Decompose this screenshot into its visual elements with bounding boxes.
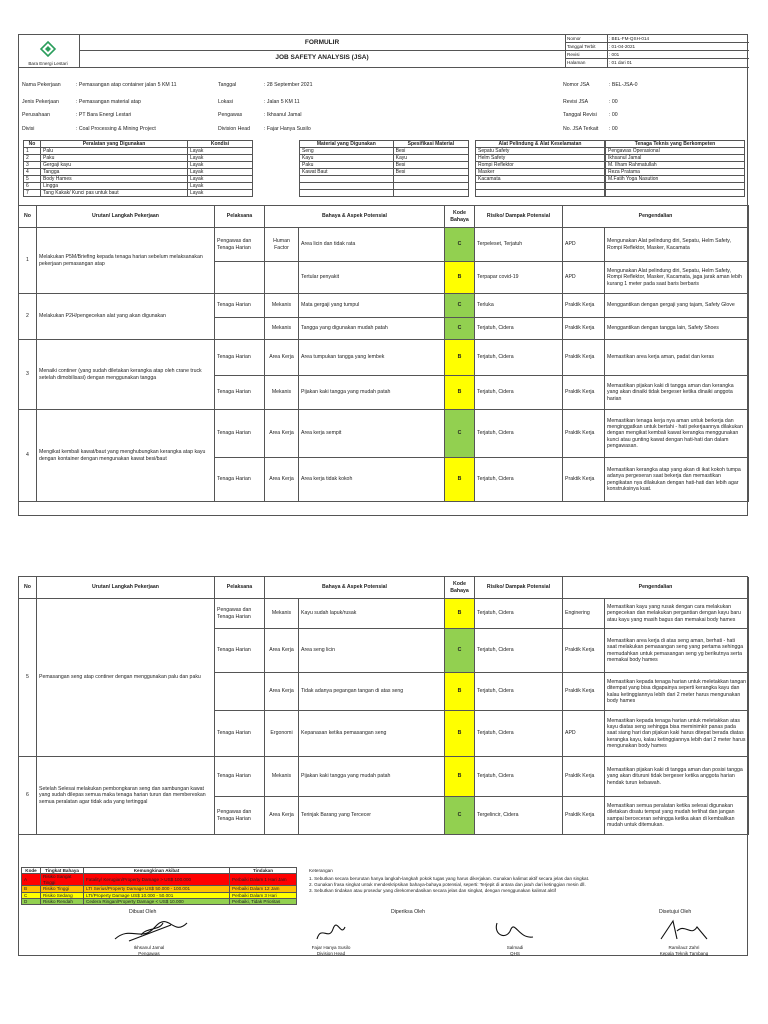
legend-tindakan: Perbaiki Dalam 1 Hari Jam bbox=[230, 874, 297, 886]
apd-row bbox=[476, 169, 605, 176]
kode-bahaya-badge: C bbox=[445, 318, 475, 340]
aspek-cell: Area Kerja bbox=[265, 629, 299, 673]
control-type-cell: APD bbox=[563, 262, 605, 294]
bahaya-cell: Area kerja tidak kokoh bbox=[299, 458, 445, 502]
apd-row bbox=[476, 190, 605, 197]
header-risiko: Risiko/ Dampak Potensial bbox=[475, 577, 563, 599]
apd-cell: Sepatu Safety bbox=[476, 148, 605, 155]
legend-table bbox=[21, 867, 297, 905]
signature-4 bbox=[655, 917, 715, 945]
pelaksana-cell: Pengawas dan Tenaga Harian bbox=[215, 228, 265, 262]
material-cell bbox=[300, 190, 394, 197]
tanggal-value: : 28 September 2021 bbox=[264, 82, 313, 88]
step-description: Melakukan P5M/Briefing kepada tenaga harian sebelum melaksanakan pekerjaan pemasangan atap bbox=[37, 228, 215, 294]
keterangan-item-2: 2. Gunakan frasa singkat untuk mendeskripsikan bahaya-bahaya potensial, seperti: Terjepit di antara dan jatuh dari ketinggian mesin dll. bbox=[309, 882, 586, 887]
peralatan-cell: Gergaji kayu bbox=[41, 162, 188, 169]
kode-bahaya-badge: C bbox=[445, 797, 475, 835]
nama-pekerjaan-value: : Pemasangan atap container jalan 5 KM 11 bbox=[76, 82, 177, 88]
aspek-cell: Area Kerja bbox=[265, 410, 299, 458]
step-number: 6 bbox=[19, 757, 37, 835]
peralatan-cell: 2 bbox=[24, 155, 41, 162]
tenaga-cell bbox=[606, 190, 745, 197]
control-type-cell: Praktik Kerja bbox=[563, 340, 605, 376]
step-description: Pemasangan seng atap continer dengan menggunakan palu dan paku bbox=[37, 599, 215, 757]
header-bahaya: Bahaya & Aspek Potensial bbox=[265, 206, 445, 228]
peralatan-cell: Layak bbox=[188, 148, 253, 155]
peralatan-row bbox=[24, 155, 253, 162]
legend-tindakan: Perbaiki Dalam 3 Hari bbox=[230, 892, 297, 898]
pelaksana-cell bbox=[215, 262, 265, 294]
apd-row bbox=[476, 176, 605, 183]
header-material: Material yang Digunakan bbox=[300, 141, 394, 148]
legend-row bbox=[22, 874, 297, 886]
material-cell: Besi bbox=[393, 162, 468, 169]
control-type-cell: Praktik Kerja bbox=[563, 797, 605, 835]
legend-kode: B bbox=[22, 886, 41, 892]
risiko-cell: Tergelincir, Cidera bbox=[475, 797, 563, 835]
risiko-cell: Terjatuh, Cidera bbox=[475, 599, 563, 629]
legend-tindakan: Perbaiki Dalam 12 Jam bbox=[230, 886, 297, 892]
header-pengendalian: Pengendalian bbox=[563, 577, 749, 599]
legend-row bbox=[22, 892, 297, 898]
pengendalian-cell: Menggantikan dengan tangga lain, Safety Shoes bbox=[605, 318, 749, 340]
risiko-cell: Terjatuh, Cidera bbox=[475, 673, 563, 711]
tenaga-row bbox=[606, 148, 745, 155]
material-row bbox=[300, 155, 469, 162]
control-type-cell: Praktik Kerja bbox=[563, 629, 605, 673]
pelaksana-cell: Pengawas dan Tenaga Harian bbox=[215, 599, 265, 629]
division-head-label: Division Head bbox=[218, 126, 251, 132]
keterangan-title: Keterangan bbox=[309, 868, 333, 873]
step-number: 3 bbox=[19, 340, 37, 410]
header-pelaksana: Pelaksana bbox=[215, 577, 265, 599]
apd-cell: Masker bbox=[476, 169, 605, 176]
material-row bbox=[300, 183, 469, 190]
form-title: FORMULIR bbox=[304, 39, 340, 46]
halaman-label: Halaman bbox=[567, 60, 586, 65]
header-tenaga: Tenaga Teknis yang Berkompeten bbox=[606, 141, 745, 148]
material-cell bbox=[300, 176, 394, 183]
material-row bbox=[300, 148, 469, 155]
bahaya-cell: Area seng licin bbox=[299, 629, 445, 673]
tenaga-row bbox=[606, 155, 745, 162]
apd-table bbox=[475, 140, 605, 197]
material-table bbox=[299, 140, 469, 197]
bahaya-cell: Mata gergaji yang tumpul bbox=[299, 294, 445, 318]
legend-kode: A bbox=[22, 874, 41, 886]
peralatan-row bbox=[24, 176, 253, 183]
form-subtitle: JOB SAFETY ANALYSIS (JSA) bbox=[275, 54, 369, 61]
pelaksana-cell: Tenaga Harian bbox=[215, 410, 265, 458]
peralatan-cell: 4 bbox=[24, 169, 41, 176]
step-number: 1 bbox=[19, 228, 37, 294]
perusahaan-value: : PT Bara Energi Lestari bbox=[76, 112, 132, 118]
control-type-cell: Praktik Kerja bbox=[563, 376, 605, 410]
kode-bahaya-badge: B bbox=[445, 376, 475, 410]
peralatan-cell: Tangga bbox=[41, 169, 188, 176]
kode-bahaya-badge: B bbox=[445, 599, 475, 629]
signer-1-title: Pengawas bbox=[138, 951, 160, 956]
risiko-cell: Terjatuh, Cidera bbox=[475, 757, 563, 797]
peralatan-cell: Layak bbox=[188, 169, 253, 176]
step-number: 2 bbox=[19, 294, 37, 340]
pengendalian-cell: Memastikan kayu yang rusak dengan cara melakukan pengecekan dan melakukan pergantian dengan kayu baru atau kayu yang masih bagus dan memakai body hames bbox=[605, 599, 749, 629]
peralatan-row bbox=[24, 190, 253, 197]
material-cell bbox=[393, 183, 468, 190]
pengawas-value: : Ikhsanul Jamal bbox=[264, 112, 302, 118]
revisi-value: : 001 bbox=[609, 52, 620, 57]
bahaya-cell: Area tumpukan tangga yang lembek bbox=[299, 340, 445, 376]
jenis-pekerjaan-value: : Pemasangan material atap bbox=[76, 99, 141, 105]
tanggal-revisi-label: Tanggal Revisi bbox=[563, 112, 597, 118]
nama-pekerjaan-label: Nama Pekerjaan bbox=[22, 82, 61, 88]
legend-header-akibat: Kemungkinan Akibat bbox=[84, 868, 230, 874]
pengendalian-cell: Memastikan area kerja di atas seng aman, berhati - hati saat melakukan pemasangan seng yang pertama sehingga memudahkan untuk pemasangan seng yg berikutnya serta memakai body hames bbox=[605, 629, 749, 673]
material-cell: Besi bbox=[393, 169, 468, 176]
jsa-table-2 bbox=[19, 577, 749, 865]
legend-header-tingkat: Tingkat Bahaya bbox=[41, 868, 84, 874]
kode-bahaya-badge: B bbox=[445, 757, 475, 797]
legend-akibat: Fatality/ Kerugian/Property Damage > US$ 100.000 bbox=[84, 874, 230, 886]
material-cell: Seng bbox=[300, 148, 394, 155]
header-kondisi: Kondisi bbox=[188, 141, 253, 148]
header-risiko: Risiko/ Dampak Potensial bbox=[475, 206, 563, 228]
disetujui-label: Disetujui Oleh bbox=[659, 909, 692, 915]
header-apd: Alat Pelindung & Alat Keselamatan bbox=[476, 141, 605, 148]
pelaksana-cell: Tenaga Harian bbox=[215, 711, 265, 757]
material-cell: Besi bbox=[393, 148, 468, 155]
kode-bahaya-badge: C bbox=[445, 410, 475, 458]
aspek-cell: Mekanis bbox=[265, 599, 299, 629]
peralatan-cell: Lingga bbox=[41, 183, 188, 190]
control-type-cell: Praktik Kerja bbox=[563, 318, 605, 340]
kode-bahaya-badge: C bbox=[445, 294, 475, 318]
bahaya-cell: Pijakan kaki tangga yang mudah patah bbox=[299, 376, 445, 410]
apd-cell bbox=[476, 183, 605, 190]
jsa-table-1 bbox=[19, 205, 749, 518]
apd-row bbox=[476, 148, 605, 155]
material-cell bbox=[300, 183, 394, 190]
tenaga-cell: Pengawas Operasional bbox=[606, 148, 745, 155]
tenaga-row bbox=[606, 190, 745, 197]
peralatan-cell: Layak bbox=[188, 190, 253, 197]
revisi-jsa-value: : 00 bbox=[609, 99, 618, 105]
header-no: No bbox=[19, 577, 37, 599]
peralatan-cell: Paku bbox=[41, 155, 188, 162]
control-type-cell: Praktik Kerja bbox=[563, 294, 605, 318]
keterangan-item-3: 3. Sebutkan tindakan atau prosedur yang direkomendasikan secara jelas dan singkat, dengan menggunakan kalimat aktif bbox=[309, 888, 556, 893]
pelaksana-cell: Tenaga Harian bbox=[215, 757, 265, 797]
control-type-cell: Praktik Kerja bbox=[563, 757, 605, 797]
divisi-value: : Coal Processing & Mining Project bbox=[76, 126, 156, 132]
halaman-value: : 01 dari 01 bbox=[609, 60, 632, 65]
kode-bahaya-badge: B bbox=[445, 262, 475, 294]
signer-2-title: Division Head bbox=[316, 951, 346, 956]
material-row bbox=[300, 169, 469, 176]
risiko-cell: Terjatuh, Cidera bbox=[475, 410, 563, 458]
peralatan-cell: Layak bbox=[188, 183, 253, 190]
material-cell: Paku bbox=[300, 162, 394, 169]
bahaya-cell: Tertular penyakit bbox=[299, 262, 445, 294]
signer-3-name: Salmadi bbox=[506, 945, 524, 950]
header-kode: Kode Bahaya bbox=[445, 577, 475, 599]
pengendalian-cell: Menggantikan dengan gergaji yang tajam, Safety Glove bbox=[605, 294, 749, 318]
step-description: Setelah Selesai melakukan pembongkaran seng dan sambungan kawat yang sudah dilepas semua maka tenaga harian turun dan membereskan semua peralatan agar tidak ada yang tertinggal bbox=[37, 757, 215, 835]
signature-3 bbox=[489, 917, 539, 945]
control-type-cell: Praktik Kerja bbox=[563, 410, 605, 458]
pelaksana-cell: Tenaga Harian bbox=[215, 629, 265, 673]
pelaksana-cell: Tenaga Harian bbox=[215, 376, 265, 410]
signer-2-name: Fajar Hanya Susilo bbox=[311, 945, 351, 950]
bahaya-cell: Pijakan kaki tangga yang mudah patah bbox=[299, 757, 445, 797]
pelaksana-cell: Tenaga Harian bbox=[215, 458, 265, 502]
control-type-cell: Praktik Kerja bbox=[563, 673, 605, 711]
kode-bahaya-badge: B bbox=[445, 673, 475, 711]
tanggal-revisi-value: : 00 bbox=[609, 112, 618, 118]
risiko-cell: Terluka bbox=[475, 294, 563, 318]
peralatan-cell: Layak bbox=[188, 162, 253, 169]
legend-kode: D bbox=[22, 899, 41, 905]
legend-tindakan: Perbaiki, Tidak Prioritas bbox=[230, 899, 297, 905]
tanggal-label: Tanggal bbox=[218, 82, 237, 88]
legend-header-tindakan: Tindakan bbox=[230, 868, 297, 874]
company-logo bbox=[23, 39, 73, 65]
step-number: 4 bbox=[19, 410, 37, 502]
tenaga-cell: Reza Pratama bbox=[606, 169, 745, 176]
legend-tingkat: Risiko Rendah bbox=[41, 899, 84, 905]
control-type-cell: Enginering bbox=[563, 599, 605, 629]
jsa-sheet-2 bbox=[18, 576, 748, 956]
peralatan-table bbox=[23, 140, 253, 197]
pelaksana-cell: Pengawas dan Tenaga Harian bbox=[215, 797, 265, 835]
tenaga-row bbox=[606, 183, 745, 190]
header-langkah: Urutan/ Langkah Pekerjaan bbox=[37, 206, 215, 228]
peralatan-cell: 3 bbox=[24, 162, 41, 169]
signer-4-title: Kepala Teknik Tambang bbox=[659, 951, 709, 956]
step-number: 5 bbox=[19, 599, 37, 757]
risiko-cell: Terjatuh, Cidera bbox=[475, 340, 563, 376]
lokasi-value: : Jalan 5 KM 11 bbox=[264, 99, 300, 105]
risiko-cell: Terjatuh, Cidera bbox=[475, 318, 563, 340]
pelaksana-cell bbox=[215, 318, 265, 340]
kode-bahaya-badge: B bbox=[445, 458, 475, 502]
aspek-cell: Human Factor bbox=[265, 228, 299, 262]
step-description: Mengikat kembali kawat/baut yang menghubungkan kerangka atap kayu dengan kontainer dengan mengunakan kawat besi/baut bbox=[37, 410, 215, 502]
signer-1-name: Ikhsanul Jamal bbox=[133, 945, 165, 950]
header-langkah: Urutan/ Langkah Pekerjaan bbox=[37, 577, 215, 599]
material-cell: Kawat Baut bbox=[300, 169, 394, 176]
material-cell: Kayu bbox=[300, 155, 394, 162]
legend-kode: C bbox=[22, 892, 41, 898]
legend-akibat: Cedera Ringan/Property Damage < US$ 10.000 bbox=[84, 899, 230, 905]
material-row bbox=[300, 190, 469, 197]
peralatan-cell: Layak bbox=[188, 155, 253, 162]
risiko-cell: Terjatuh, Cidera bbox=[475, 711, 563, 757]
bahaya-cell: Area kerja sempit bbox=[299, 410, 445, 458]
legend-tingkat: Risiko Tinggi bbox=[41, 886, 84, 892]
peralatan-cell: Body Hames bbox=[41, 176, 188, 183]
header-no: No bbox=[24, 141, 41, 148]
peralatan-cell: Layak bbox=[188, 176, 253, 183]
header-spesifikasi: Spesifikasi Material bbox=[393, 141, 468, 148]
aspek-cell: Mekanis bbox=[265, 294, 299, 318]
pengendalian-cell: Memastikan pijakan kaki di tangga aman dan kerangka yang akan dinaiki tidak bergeser ketika dinaiki anggota harian bbox=[605, 376, 749, 410]
header-no: No bbox=[19, 206, 37, 228]
risiko-cell: Terpeleset, Terjatuh bbox=[475, 228, 563, 262]
apd-row bbox=[476, 162, 605, 169]
aspek-cell: Area Kerja bbox=[265, 458, 299, 502]
kode-bahaya-badge: B bbox=[445, 711, 475, 757]
peralatan-cell: Palu bbox=[41, 148, 188, 155]
tenaga-table bbox=[605, 140, 745, 197]
peralatan-row bbox=[24, 183, 253, 190]
pengawas-label: Pengawas bbox=[218, 112, 243, 118]
kode-bahaya-badge: C bbox=[445, 629, 475, 673]
header-pelaksana: Pelaksana bbox=[215, 206, 265, 228]
pengendalian-cell: Memastikan kerangka atap yang akan di ikat kokoh tumpa adanya pergeseran saat bekerja dan memastikan pengikatan nya dilakukan dengan hati-hati dan lebih agar konstruksinya kuat. bbox=[605, 458, 749, 502]
peralatan-row bbox=[24, 169, 253, 176]
nomor-jsa-value: : BEL-JSA-0 bbox=[609, 82, 638, 88]
nomor-jsa-label: Nomor JSA bbox=[563, 82, 590, 88]
peralatan-cell: 5 bbox=[24, 176, 41, 183]
tenaga-row bbox=[606, 169, 745, 176]
division-head-value: : Fajar Hanya Susilo bbox=[264, 126, 311, 132]
signature-1 bbox=[111, 917, 191, 945]
pengendalian-cell: Mengunakan Alat pelindung diri, Sepatu, Helm Safety, Rompi Reflektor, Masker, Kacamata, jaga jarak aman lebih kurang 1 meter pada saat baris berbaris bbox=[605, 262, 749, 294]
keterangan-item-1: 1. Sebutkan secara berurutan hanya langkah-langkah pokok tugas yang harus dikerjakan. Gunakan kalimat aktif secara jelas dan singkat. bbox=[309, 876, 590, 881]
aspek-cell: Area Kerja bbox=[265, 340, 299, 376]
control-type-cell: APD bbox=[563, 228, 605, 262]
tenaga-row bbox=[606, 176, 745, 183]
pengendalian-cell: Memastikan semua peralatan ketika selesai digunakan diletakan disatu tempat yang mudah terlihat dan jangan sampai berceceran sehingga ketika akan di kembalikan mudah untuk ditemukan. bbox=[605, 797, 749, 835]
header-pengendalian: Pengendalian bbox=[563, 206, 749, 228]
aspek-cell: Area Kerja bbox=[265, 797, 299, 835]
risiko-cell: Terjatuh, Cidera bbox=[475, 376, 563, 410]
tenaga-cell: Ikhsanul Jamal bbox=[606, 155, 745, 162]
legend-header-kode: Kode bbox=[22, 868, 41, 874]
bahaya-cell: Kayu sudah lapuk/rusak bbox=[299, 599, 445, 629]
risiko-cell: Terjatuh, Cidera bbox=[475, 629, 563, 673]
risiko-cell: Terjatuh, Cidera bbox=[475, 458, 563, 502]
pengendalian-cell: Memastikan kepada tenaga harian untuk meletakkan tangan ditempat yang bisa digapainya seperti kerangka kayu dan kalau ketinggiannya lebih dari 2 meter harus mengunakan body hames bbox=[605, 673, 749, 711]
tenaga-row bbox=[606, 162, 745, 169]
aspek-cell bbox=[265, 262, 299, 294]
divisi-label: Divisi bbox=[22, 126, 35, 132]
apd-cell: Kacamata bbox=[476, 176, 605, 183]
pengendalian-cell: Mengunakan Alat pelindung diri, Sepatu, Helm Safety, Rompi Reflektor, Masker, Kacamata bbox=[605, 228, 749, 262]
diamond-logo-icon bbox=[23, 39, 73, 57]
bahaya-cell: Tidak adanya pegangan tangan di atas seng bbox=[299, 673, 445, 711]
aspek-cell: Ergonomi bbox=[265, 711, 299, 757]
pelaksana-cell bbox=[215, 673, 265, 711]
apd-cell: Helm Safety bbox=[476, 155, 605, 162]
legend-tingkat: Risiko Sedang bbox=[41, 892, 84, 898]
legend-tingkat: Risiko Sangat Tinggi bbox=[41, 874, 84, 886]
nomor-value: : BEL-FM-QSH-014 bbox=[609, 36, 650, 41]
apd-cell: Rompi Reflektor bbox=[476, 162, 605, 169]
signer-4-name: Ramilauz Zahri bbox=[668, 945, 700, 950]
material-cell bbox=[393, 190, 468, 197]
risiko-cell: Terpapar covid-19 bbox=[475, 262, 563, 294]
pengendalian-cell: Memastikan pijakan kaki di tangga aman dan posisi tangga yang akan dituruni tidak bergeser ketika anggota harian hendak turun kebawah. bbox=[605, 757, 749, 797]
bahaya-cell: Kepanasan ketika pemasangan seng bbox=[299, 711, 445, 757]
step-description: Menaiki continer (yang sudah diletakan kerangka atap oleh crane truck setelah dimobilisasi) dengan menggunakan tangga bbox=[37, 340, 215, 410]
apd-row bbox=[476, 155, 605, 162]
nomor-label: Nomor bbox=[567, 36, 581, 41]
bahaya-cell: Area licin dan tidak rata bbox=[299, 228, 445, 262]
pengendalian-cell: Memastikan tenaga kerja nya aman untuk berkerja dan menginggatkan untuk bertahi - hati pekerjaannya dilakukan dengan mengikat kembali kawat kerangka menggunakan kunci atau gunting kawat dengan hati-hati dan dalam pengawasan. bbox=[605, 410, 749, 458]
aspek-cell: Area Kerja bbox=[265, 673, 299, 711]
aspek-cell: Mekanis bbox=[265, 376, 299, 410]
revisi-label: Revisi bbox=[567, 52, 580, 57]
signature-2 bbox=[311, 919, 351, 945]
peralatan-row bbox=[24, 162, 253, 169]
jsa-terkait-label: No. JSA Terkait bbox=[563, 126, 599, 132]
tenaga-cell: M.Fatih Yoga Nasution bbox=[606, 176, 745, 183]
tgl-terbit-value: : 01-04-2021 bbox=[609, 44, 636, 49]
peralatan-cell: 1 bbox=[24, 148, 41, 155]
material-row bbox=[300, 176, 469, 183]
logo-text: Bara Energi Lestari bbox=[28, 61, 68, 66]
legend-akibat: LTI Serius/Property Damage US$ 50.000 - 100.001 bbox=[84, 886, 230, 892]
apd-cell bbox=[476, 190, 605, 197]
step-description: Melakukan P2H/pengecekan alat yang akan digunakan bbox=[37, 294, 215, 340]
legend-row bbox=[22, 899, 297, 905]
material-row bbox=[300, 162, 469, 169]
jsa-terkait-value: : 00 bbox=[609, 126, 618, 132]
revisi-jsa-label: Revisi JSA bbox=[563, 99, 589, 105]
perusahaan-label: Perusahaan bbox=[22, 112, 50, 118]
pelaksana-cell: Tenaga Harian bbox=[215, 294, 265, 318]
tenaga-cell bbox=[606, 183, 745, 190]
pengendalian-cell: Memastikan kepada tenaga harian untuk meletakkan atas kayu diatas seng sehingga bisa meminimkir panas pada saat siang hari dan pijakan kaki harus ditepat berada diatas kerangka kayu, kalau ketinggiannya lebih dari 2 meter harus mengunakan body hames bbox=[605, 711, 749, 757]
material-cell bbox=[393, 176, 468, 183]
header-bahaya: Bahaya & Aspek Potensial bbox=[265, 577, 445, 599]
peralatan-row bbox=[24, 148, 253, 155]
lokasi-label: Lokasi bbox=[218, 99, 233, 105]
control-type-cell: APD bbox=[563, 711, 605, 757]
kode-bahaya-badge: C bbox=[445, 228, 475, 262]
peralatan-cell: 7 bbox=[24, 190, 41, 197]
tenaga-cell: M. Ilham Rahmatullah bbox=[606, 162, 745, 169]
header-kode: Kode Bahaya bbox=[445, 206, 475, 228]
aspek-cell: Mekanis bbox=[265, 757, 299, 797]
aspek-cell: Mekanis bbox=[265, 318, 299, 340]
jenis-pekerjaan-label: Jenis Pekerjaan bbox=[22, 99, 59, 105]
dibuat-label: Dibuat Oleh bbox=[129, 909, 157, 915]
bahaya-cell: Terinjak Barang yang Tercecer bbox=[299, 797, 445, 835]
peralatan-cell: Tang Kakak/ Kunci pas untuk baut bbox=[41, 190, 188, 197]
peralatan-cell: 6 bbox=[24, 183, 41, 190]
diperiksa-label: Diperiksa Oleh bbox=[391, 909, 426, 915]
control-type-cell: Praktik Kerja bbox=[563, 458, 605, 502]
legend-akibat: LTI/Property Damage US$ 10.000 - 50.001 bbox=[84, 892, 230, 898]
jsa-sheet-1 bbox=[18, 34, 748, 516]
header-peralatan: Peralatan yang Digunakan bbox=[41, 141, 188, 148]
material-cell: Kayu bbox=[393, 155, 468, 162]
kode-bahaya-badge: B bbox=[445, 340, 475, 376]
apd-row bbox=[476, 183, 605, 190]
bahaya-cell: Tangga yang digunakan mudah patah bbox=[299, 318, 445, 340]
tgl-terbit-label: Tanggal Terbit bbox=[567, 44, 596, 49]
pelaksana-cell: Tenaga Harian bbox=[215, 340, 265, 376]
legend-row bbox=[22, 886, 297, 892]
signer-3-title: QHS bbox=[510, 951, 520, 956]
pengendalian-cell: Memastikan area kerja aman, padat dan keras bbox=[605, 340, 749, 376]
